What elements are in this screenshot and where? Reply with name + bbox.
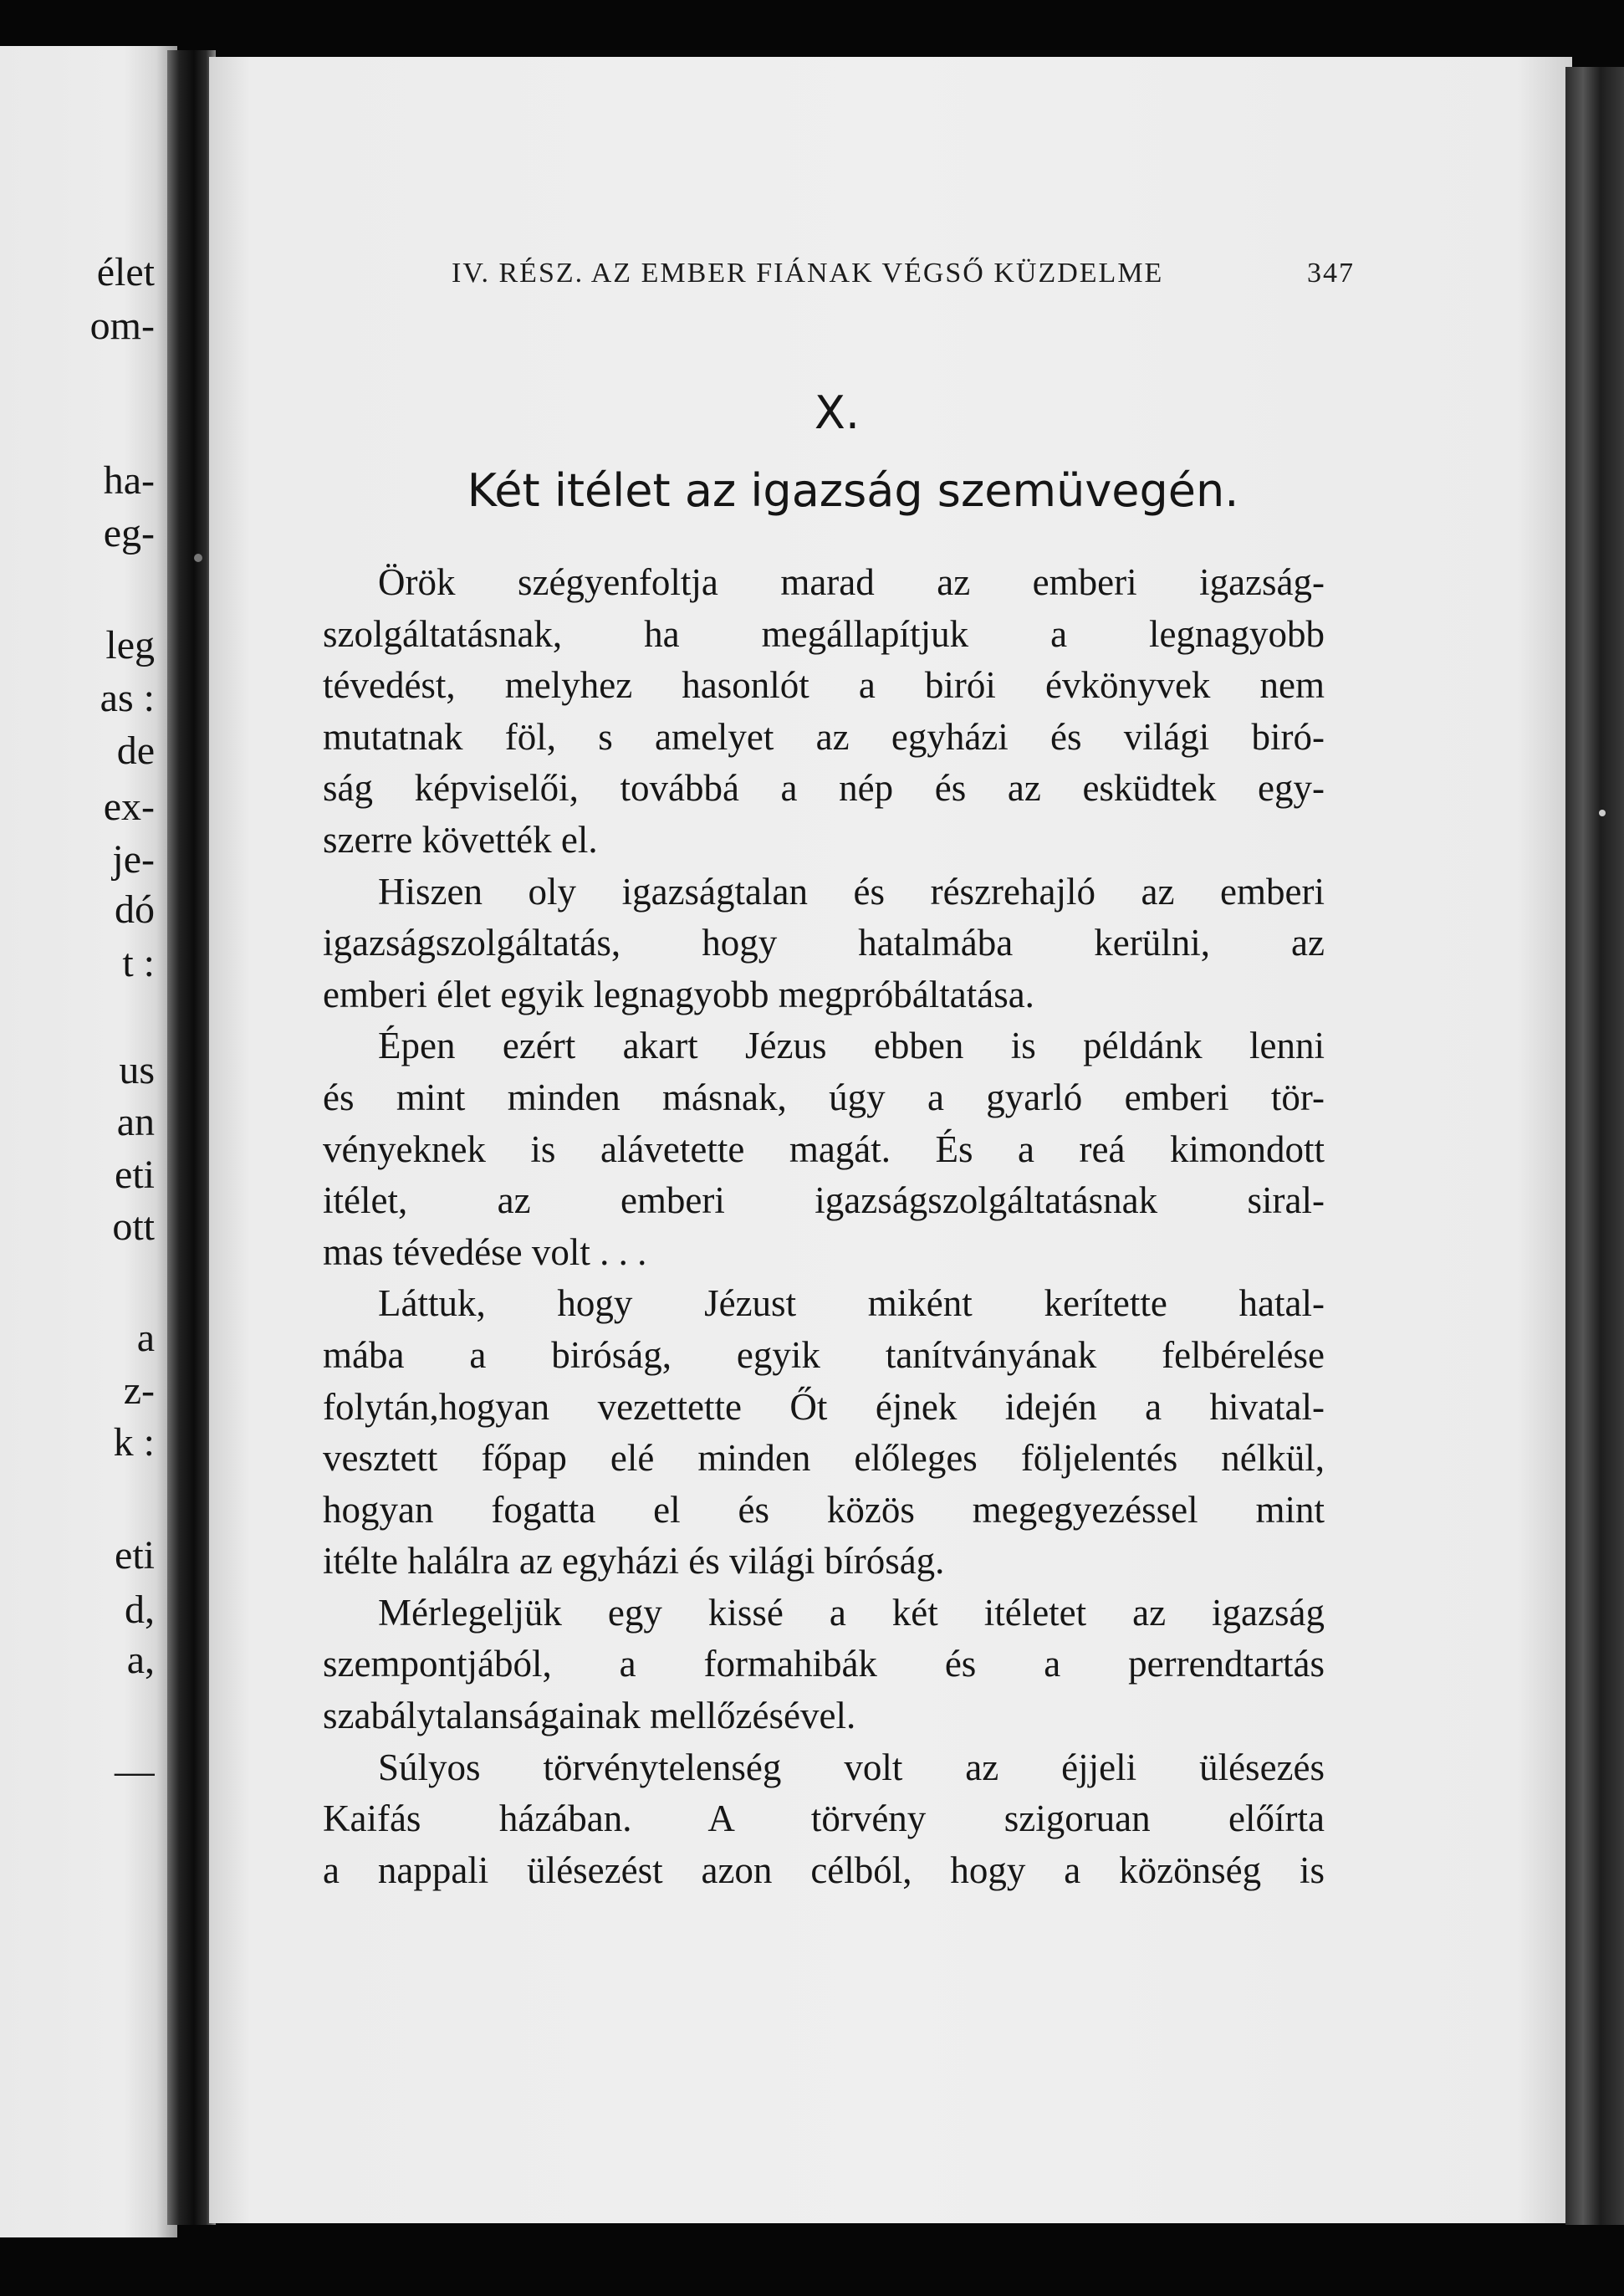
text-line: szolgáltatásnak, ha megállapítjuk a legnagyobb [323,612,1325,655]
text-line: szabálytalanságainak mellőzésével. [323,1695,856,1737]
left-page-fragment: je- [112,837,155,882]
text-line: tévedést, melyhez hasonlót a birói évkönyvek nem [323,664,1325,707]
text-line: szempontjából, a formahibák és a perrendtartás [323,1643,1325,1685]
left-page-fragment: om- [89,304,155,348]
text-line: szerre követték el. [323,818,598,861]
left-page-fragment: eti [115,1533,155,1578]
left-page-fragment: k : [113,1420,155,1465]
left-page-fragment: eg- [103,511,155,555]
chapter-number: X. [814,386,861,439]
left-page-fragment: ott [112,1204,155,1249]
running-head-title: IV. RÉSZ. AZ EMBER FIÁNAK VÉGSŐ KÜZDELME [452,258,1164,289]
text-line: folytán,hogyan vezettette Őt éjnek idején a hivatal- [323,1385,1325,1428]
left-page-fragment: as : [100,676,155,720]
running-head [452,258,1355,289]
left-page-fragment: ha- [103,458,155,503]
left-page-fragment: — [115,1749,155,1793]
text-line: itélet, az emberi igazságszolgáltatásnak siral- [323,1179,1325,1222]
left-page-fragment: élet [96,250,155,294]
text-line: Örök szégyenfoltja marad az emberi igazság- [378,561,1325,603]
text-line: mas tévedése volt . . . [323,1230,647,1273]
text-line: Kaifás házában. A törvény szigoruan előírta [323,1797,1325,1840]
left-page-fragment: a, [126,1638,155,1682]
text-line: Láttuk, hogy Jézust miként kerítette hatal- [378,1282,1325,1325]
text-line: Súlyos törvénytelenség volt az éjjeli ülésezés [378,1746,1325,1788]
text-line: mutatnak föl, s amelyet az egyházi és világi biró- [323,715,1325,758]
left-page-fragment: us [119,1048,155,1092]
text-line: hogyan fogatta el és közös megegyezéssel mint [323,1488,1325,1531]
chapter-title: Két itélet az igazság szemüvegén. [467,464,1239,517]
text-line: és mint minden másnak, úgy a gyarló emberi tör- [323,1076,1325,1118]
left-page-fragment: dó [115,887,155,932]
text-line: a nappali ülésezést azon célból, hogy a közönség is [323,1849,1325,1891]
left-page-fragment: eti [115,1153,155,1197]
left-page-fragment: z- [123,1368,155,1413]
text-line: Hiszen oly igazságtalan és részrehajló az emberi [378,870,1325,913]
left-page-fragment: ex- [103,785,155,829]
text-line: vesztett főpap elé minden előleges följelentés nélkül, [323,1437,1325,1480]
text-line: ság képviselői, továbbá a nép és az esküdtek egy- [323,767,1325,810]
left-page-fragment: de [116,729,155,773]
text-line: igazságszolgáltatás, hogy hatalmába kerülni, az [323,922,1325,964]
left-page-fragment: leg [105,623,155,667]
text-line: emberi élet egyik legnagyobb megpróbáltatása. [323,973,1034,1015]
page-number: 347 [1307,258,1355,289]
text-line: itélte halálra az egyházi és világi bíróság. [323,1540,945,1583]
left-page-fragment: t : [122,941,155,985]
left-page-fragment: an [116,1100,155,1144]
left-page-fragment: d, [125,1588,155,1632]
scan-speck [1599,810,1606,816]
left-page-fragment: a [136,1316,155,1360]
text-line: vényeknek is alávetette magát. És a reá kimondott [323,1128,1325,1170]
body-text [323,557,1325,1896]
text-line: mába a biróság, egyik tanítványának felbérelése [323,1333,1325,1376]
text-line: Mérlegeljük egy kissé a két itéletet az igazság [378,1591,1325,1634]
left-facing-page [0,46,177,2237]
text-line: Épen ezért akart Jézus ebben is példánk lenni [378,1025,1325,1067]
scan-speck [194,554,202,562]
